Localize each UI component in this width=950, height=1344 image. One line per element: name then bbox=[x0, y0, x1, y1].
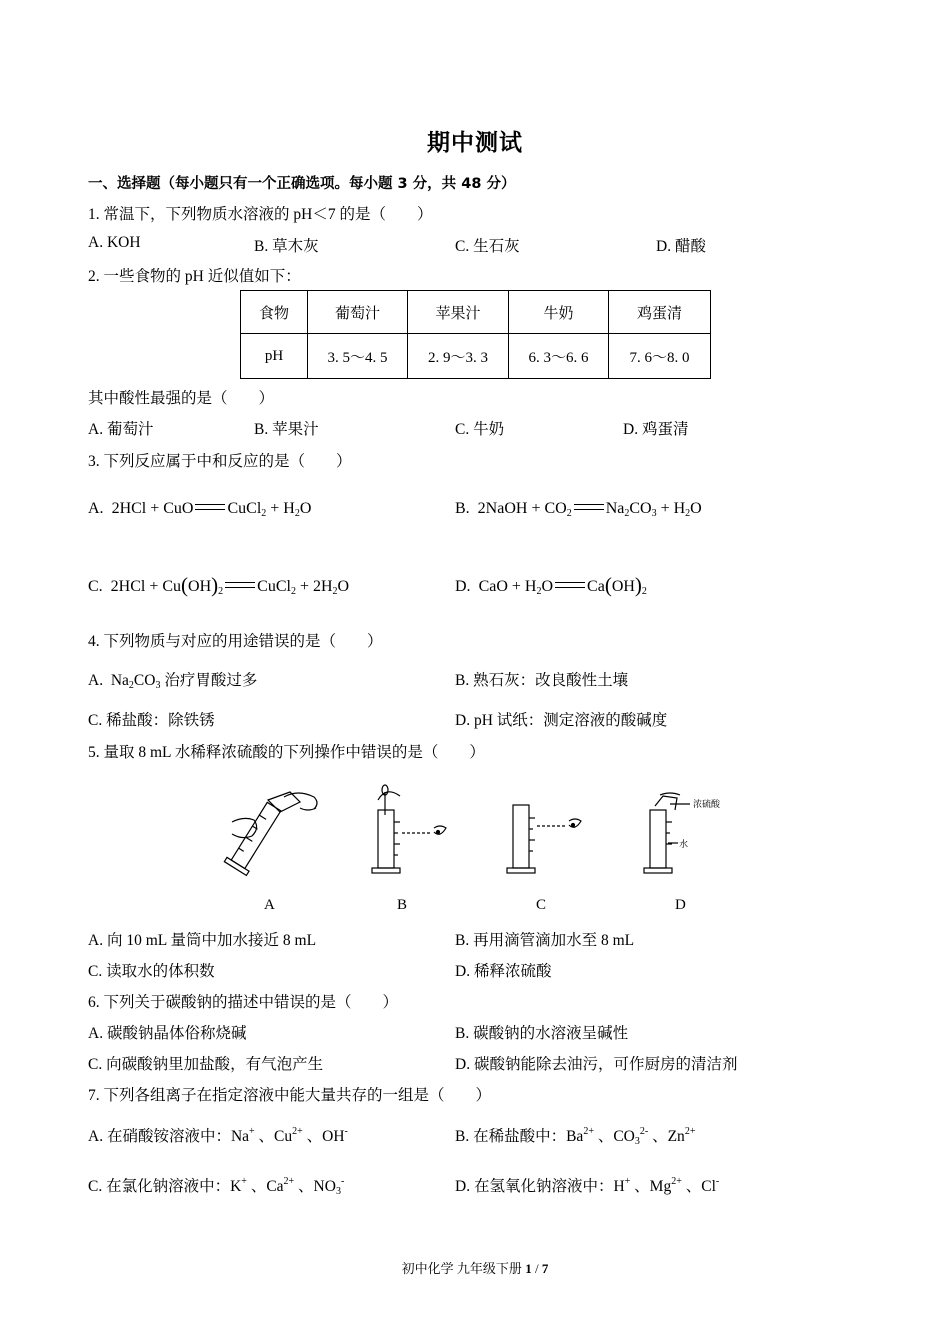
question-4-option-b: B. 熟石灰：改良酸性土壤 bbox=[455, 672, 629, 689]
table-cell: 食物 bbox=[241, 291, 308, 334]
figure-label-c: C bbox=[536, 897, 547, 913]
question-1-option-c: C. 生石灰 bbox=[455, 238, 520, 255]
question-7-option-b: B. 在稀盐酸中：$Ba^{2+}$ 、$CO_3^{2-}$ 、$Zn^{2+}$ bbox=[455, 1126, 696, 1147]
question-5-option-b: B. 再用滴管滴加水至 8 mL bbox=[455, 932, 635, 949]
question-6-option-b: B. 碳酸钠的水溶液呈碱性 bbox=[455, 1025, 629, 1042]
question-3-option-a: A. 2HCl + CuO CuCl$_2$ + $H_2O$ bbox=[88, 500, 312, 519]
table-cell: pH bbox=[241, 334, 308, 379]
question-6-option-c: C. 向碳酸钠里加盐酸，有气泡产生 bbox=[88, 1056, 324, 1073]
table-header-row bbox=[241, 291, 711, 334]
question-4-option-c: C. 稀盐酸：除铁锈 bbox=[88, 712, 215, 729]
question-5-option-a: A. 向 10 mL 量筒中加水接近 8 mL bbox=[88, 932, 317, 949]
figure-a-illustration bbox=[224, 792, 317, 875]
question-6-option-d: D. 碳酸钠能除去油污，可作厨房的清洁剂 bbox=[455, 1056, 738, 1073]
page-number: 1 bbox=[525, 1261, 532, 1276]
question-2-option-b: B. 苹果汁 bbox=[254, 421, 319, 438]
question-7-stem: 7. 下列各组离子在指定溶液中能大量共存的一组是（ ） bbox=[88, 1087, 492, 1104]
table-cell: 苹果汁 bbox=[408, 291, 509, 334]
figure-b-illustration bbox=[372, 785, 446, 873]
figure-d-water-label: 水 bbox=[679, 840, 689, 850]
option-label: C. bbox=[88, 578, 103, 595]
table-cell: 鸡蛋清 bbox=[609, 291, 711, 334]
option-label: A. bbox=[88, 500, 104, 517]
question-4-option-d: D. pH 试纸：测定溶液的酸碱度 bbox=[455, 712, 668, 729]
question-1-option-d: D. 醋酸 bbox=[656, 238, 706, 255]
question-3-option-c: C. $2HCl + Cu(OH)_2$ CuCl$_2$ + $2H_2O$ bbox=[88, 573, 350, 597]
question-4-stem: 4. 下列物质与对应的用途错误的是（ ） bbox=[88, 633, 383, 650]
question-2-option-c: C. 牛奶 bbox=[455, 421, 505, 438]
figure-label-b: B bbox=[397, 897, 408, 913]
option-label: D. bbox=[455, 578, 471, 595]
table-cell: 6. 3～6. 6 bbox=[509, 334, 609, 379]
table-cell: 7. 6～8. 0 bbox=[609, 334, 711, 379]
question-6-stem: 6. 下列关于碳酸钠的描述中错误的是（ ） bbox=[88, 994, 399, 1011]
option-text: C. 在氯化钠溶液中： bbox=[88, 1178, 231, 1195]
question-2-prompt: 其中酸性最强的是（ ） bbox=[88, 390, 275, 407]
question-2-option-d: D. 鸡蛋清 bbox=[623, 421, 689, 438]
option-text: 治疗胃酸过多 bbox=[164, 672, 258, 689]
question-1-option-b: B. 草木灰 bbox=[254, 238, 319, 255]
table-cell: 葡萄汁 bbox=[308, 291, 408, 334]
table-cell: 牛奶 bbox=[509, 291, 609, 334]
ph-table bbox=[240, 290, 711, 379]
figure-label-a: A bbox=[264, 897, 275, 913]
question-3-stem: 3. 下列反应属于中和反应的是（ ） bbox=[88, 453, 352, 470]
question-1-stem: 1. 常温下，下列物质水溶液的 pH＜7 的是（ ） bbox=[88, 206, 433, 223]
section-heading: 一、选择题（每小题只有一个正确选项。每小题 3 分，共 48 分） bbox=[88, 176, 516, 192]
question-7-option-c: C. 在氯化钠溶液中：K+ 、$Ca^{2+}$ 、$NO_3^-$ bbox=[88, 1176, 345, 1197]
question-4-option-a: A. $Na_2CO_3$ 治疗胃酸过多 bbox=[88, 672, 258, 691]
question-5-option-c: C. 读取水的体积数 bbox=[88, 963, 215, 980]
question-3-option-b: B. 2NaOH + $CO_2$ $Na_2CO_3 + H_2O$ bbox=[455, 500, 702, 519]
option-text: B. 在稀盐酸中： bbox=[455, 1128, 567, 1145]
option-label: B. bbox=[455, 500, 470, 517]
question-5-option-d: D. 稀释浓硫酸 bbox=[455, 963, 552, 980]
figure-d-acid-label: 浓硫酸 bbox=[693, 800, 721, 810]
option-text: A. 在硝酸铵溶液中： bbox=[88, 1128, 231, 1145]
question-7-option-a: A. 在硝酸铵溶液中：Na+ 、$Cu^{2+}$ 、OH- bbox=[88, 1126, 348, 1145]
page-separator: / bbox=[531, 1261, 542, 1276]
question-7-option-d: D. 在氢氧化钠溶液中：H+ 、$Mg^{2+}$ 、Cl- bbox=[455, 1176, 720, 1195]
figure-d-illustration bbox=[644, 793, 690, 873]
question-3-option-d: D. CaO + $H_2O$ $Ca(OH)_2$ bbox=[455, 573, 647, 597]
question-5-stem: 5. 量取 8 mL 水稀释浓硫酸的下列操作中错误的是（ ） bbox=[88, 744, 485, 761]
question-6-option-a: A. 碳酸钠晶体俗称烧碱 bbox=[88, 1025, 247, 1042]
question-1-option-a: A. KOH bbox=[88, 234, 141, 251]
footer-text: 初中化学 九年级下册 bbox=[401, 1261, 526, 1276]
table-cell: 2. 9～3. 3 bbox=[408, 334, 509, 379]
question-2-stem: 2. 一些食物的 pH 近似值如下： bbox=[88, 268, 301, 285]
table-cell: 3. 5～4. 5 bbox=[308, 334, 408, 379]
table-row bbox=[241, 334, 711, 379]
question-2-option-a: A. 葡萄汁 bbox=[88, 421, 154, 438]
option-text: D. 在氢氧化钠溶液中： bbox=[455, 1178, 614, 1195]
page-title: 期中测试 bbox=[427, 130, 523, 156]
figure-label-d: D bbox=[675, 897, 686, 913]
option-label: A. bbox=[88, 672, 104, 689]
page-footer bbox=[0, 1258, 950, 1277]
page-total: 7 bbox=[541, 1261, 549, 1276]
figure-c-illustration bbox=[507, 805, 581, 873]
